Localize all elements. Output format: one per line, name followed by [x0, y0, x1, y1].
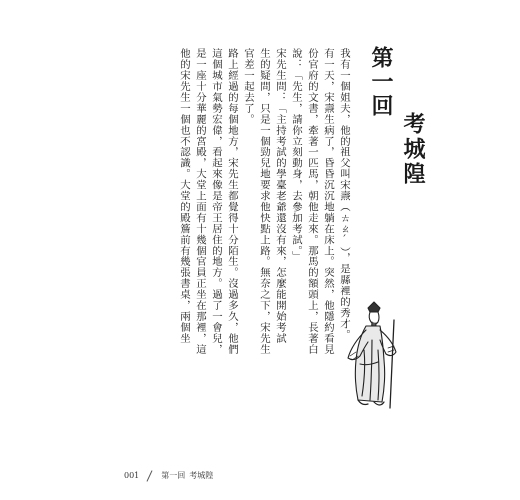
- body-line: 這個城市氣勢宏偉，看起來像是帝王居住的地方。過了一會兒，: [210, 48, 222, 355]
- footer-chapter-title: 考城隍: [189, 471, 214, 480]
- body-line: 有一天，宋燾生病了，昏昏沉沉地躺在床上。突然，他隱約看見: [322, 48, 334, 355]
- body-line: 宋先生問：「主持考試的學臺老爺還沒有來，怎麼能開始考試: [274, 48, 286, 344]
- chapter-title: 考城隍: [400, 112, 425, 187]
- body-line: 路上經過的每個地方，宋先生都覺得十分陌生。沒過多久，他們: [226, 48, 238, 355]
- body-text: [176, 48, 352, 358]
- body-line: 他的宋先生一個也不認識。大堂的殿簷前有幾張書桌，兩個坐: [178, 48, 190, 344]
- body-line: 我有一個姐夫，他的祖父叫宋燾（ㄊㄠˊ），是縣裡的秀才。: [338, 48, 350, 341]
- body-line: 生的疑問，只是一個勁兒地要求他快點上路。無奈之下，宋先生: [258, 48, 270, 355]
- body-line: 是一座十分華麗的宮殿，大堂上面有十幾個官員正坐在那裡，這: [194, 48, 206, 355]
- page-footer: [124, 470, 213, 481]
- chapter-number: 第一回: [368, 46, 393, 118]
- body-line: 份官府的文書，牽著一匹馬，朝他走來。那馬的額頭上，長著白: [306, 48, 318, 355]
- divider-slash: [143, 471, 157, 481]
- body-line: 官差一起去了。: [242, 48, 254, 125]
- scholar-illustration: [338, 300, 408, 410]
- page-number: 001: [124, 471, 140, 480]
- footer-chapter-label: 第一回: [161, 471, 186, 480]
- body-line: 說：「先生，請你立刻動身，去參加考試。」: [290, 48, 302, 262]
